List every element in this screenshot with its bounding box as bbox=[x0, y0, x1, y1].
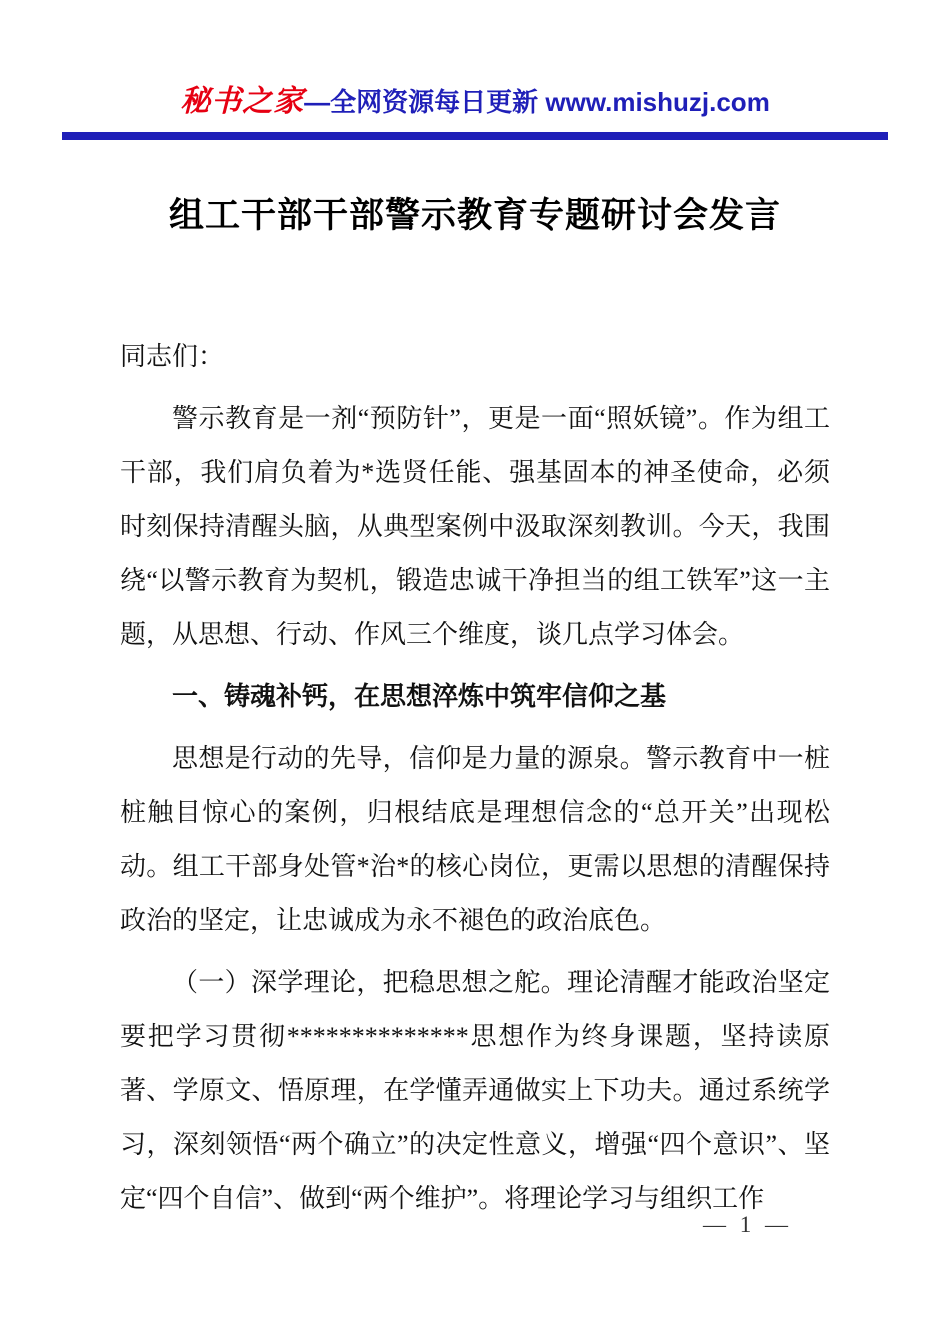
page-number: — 1 — bbox=[703, 1212, 792, 1237]
paragraph-1: 思想是行动的先导，信仰是力量的源泉。警示教育中一桩桩触目惊心的案例，归根结底是理想信念的“总开关”出现松动。组工干部身处管*治*的核心岗位，更需以思想的清醒保持政治的坚定，让忠诚成为永不褪色的政治底色。 bbox=[120, 744, 830, 935]
section-heading-1: 一、铸魂补钙，在思想淬炼中筑牢信仰之基 bbox=[172, 682, 667, 711]
banner-separator: — bbox=[304, 87, 331, 117]
site-brand: 秘书之家 bbox=[180, 85, 305, 118]
site-url: www.mishuzj.com bbox=[545, 87, 770, 117]
paragraph-intro: 警示教育是一剂“预防针”，更是一面“照妖镜”。作为组工干部，我们肩负着为*选贤任能、强基固本的神圣使命，必须时刻保持清醒头脑，从典型案例中汲取深刻教训。今天，我围绕“以警示教育为契机，锻造忠诚干净担当的组工铁军”这一主题，从思想、行动、作风三个维度，谈几点学习体会。 bbox=[120, 404, 830, 649]
salutation: 同志们： bbox=[120, 342, 225, 371]
paragraph-2: （一）深学理论，把稳思想之舵。理论清醒才能政治坚定要把学习贯彻**************思想作为终身课题，坚持读原著、学原文、悟原理，在学懂弄通做实上下功夫。通过系统学习，深刻领悟“两个确立”的决定性意义，增强“四个意识”、坚定“四个自信”、做到“两个维护”。将理论学习与组织工作 bbox=[120, 968, 830, 1213]
document-body bbox=[120, 330, 830, 1226]
banner-tagline: 全网资源每日更新 bbox=[330, 87, 546, 117]
site-banner bbox=[120, 0, 830, 120]
document-title: 组工干部干部警示教育专题研讨会发言 bbox=[168, 196, 781, 235]
divider-rule bbox=[62, 132, 888, 140]
